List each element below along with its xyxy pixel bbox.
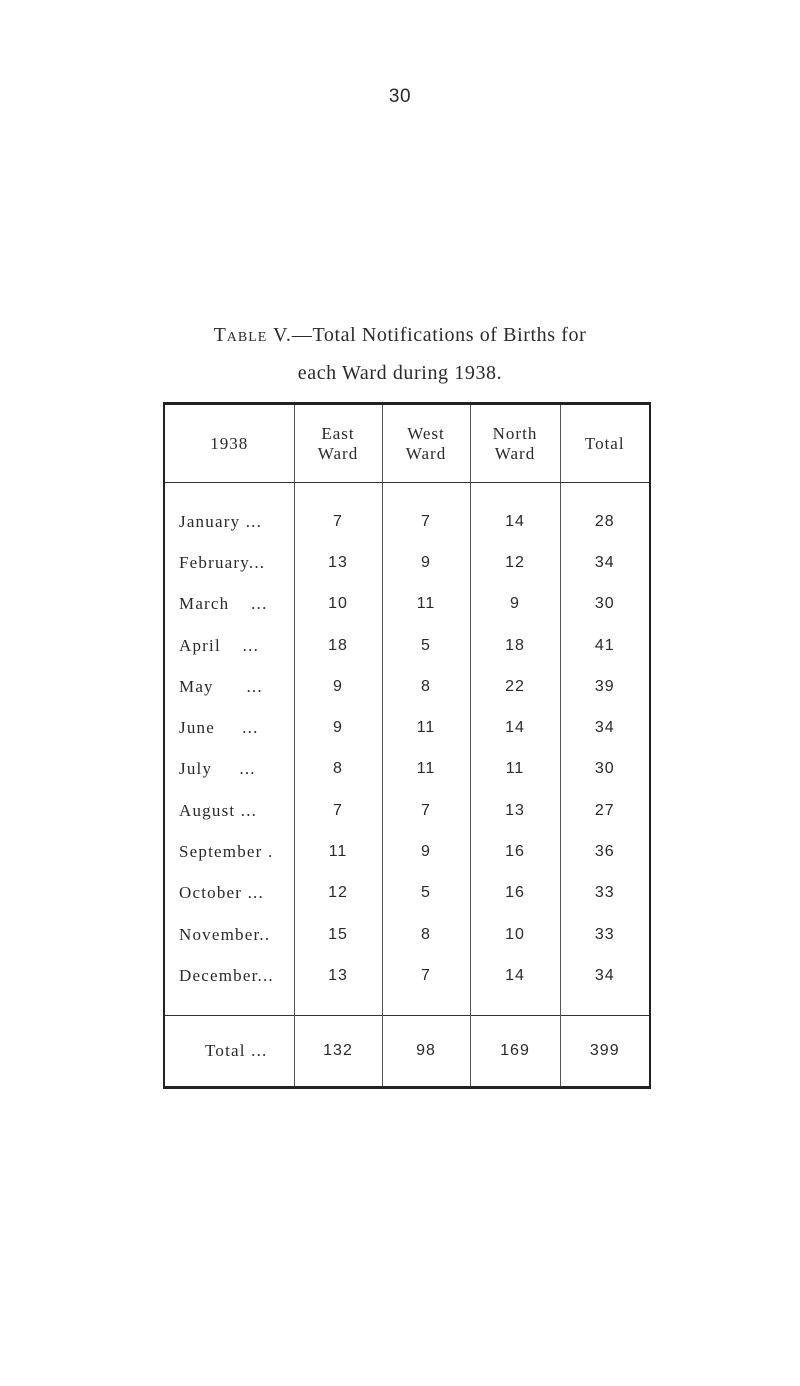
east-cell: 7 <box>294 483 382 543</box>
north-cell: 14 <box>470 707 560 748</box>
header-north-ward-label: North Ward <box>492 423 538 463</box>
table-row <box>164 707 650 748</box>
west-cell: 7 <box>382 955 470 1015</box>
east-cell: 18 <box>294 625 382 666</box>
west-cell: 9 <box>382 542 470 583</box>
month-cell: December... <box>179 965 274 985</box>
table-row <box>164 955 650 1015</box>
east-total: 132 <box>294 1015 382 1087</box>
north-cell: 18 <box>470 625 560 666</box>
totals-row <box>164 1015 650 1087</box>
month-cell: July ... <box>179 759 256 779</box>
west-cell: 8 <box>382 914 470 955</box>
east-cell: 8 <box>294 749 382 790</box>
north-cell: 13 <box>470 790 560 831</box>
total-cell: 39 <box>560 666 650 707</box>
month-cell: February... <box>179 552 266 572</box>
total-cell: 28 <box>560 483 650 543</box>
caption-line-2: each Ward during 1938. <box>297 362 503 384</box>
month-cell: June ... <box>179 718 259 738</box>
north-cell: 11 <box>470 749 560 790</box>
month-cell: January ... <box>179 511 263 531</box>
east-cell: 10 <box>294 584 382 625</box>
month-cell: August ... <box>179 800 258 820</box>
total-cell: 30 <box>560 749 650 790</box>
east-cell: 12 <box>294 873 382 914</box>
header-total: Total <box>560 404 650 483</box>
east-cell: 13 <box>294 955 382 1015</box>
total-cell: 27 <box>560 790 650 831</box>
west-cell: 11 <box>382 584 470 625</box>
table-row <box>164 749 650 790</box>
west-cell: 5 <box>382 625 470 666</box>
header-row <box>164 404 650 483</box>
table-caption <box>0 316 800 392</box>
north-cell: 9 <box>470 584 560 625</box>
grand-total: 399 <box>560 1015 650 1087</box>
table-row <box>164 873 650 914</box>
month-cell: May ... <box>179 676 263 696</box>
header-west-ward-label: West Ward <box>405 423 447 463</box>
table-row <box>164 584 650 625</box>
east-cell: 11 <box>294 831 382 872</box>
table-row <box>164 483 650 543</box>
north-cell: 14 <box>470 955 560 1015</box>
west-cell: 11 <box>382 749 470 790</box>
table-row <box>164 625 650 666</box>
total-cell: 41 <box>560 625 650 666</box>
total-cell: 33 <box>560 914 650 955</box>
east-cell: 15 <box>294 914 382 955</box>
table-row <box>164 666 650 707</box>
births-table <box>163 402 651 1089</box>
north-cell: 16 <box>470 831 560 872</box>
total-cell: 34 <box>560 542 650 583</box>
header-west-ward <box>382 404 470 483</box>
month-cell: April ... <box>179 635 260 655</box>
total-cell: 36 <box>560 831 650 872</box>
north-total: 169 <box>470 1015 560 1087</box>
month-cell: November.. <box>179 924 271 944</box>
north-cell: 14 <box>470 483 560 543</box>
total-cell: 33 <box>560 873 650 914</box>
caption-title: —Total Notifications of Births for <box>291 324 587 346</box>
west-total: 98 <box>382 1015 470 1087</box>
north-cell: 12 <box>470 542 560 583</box>
totals-label: Total ... <box>164 1015 294 1087</box>
month-cell: March ... <box>179 594 268 614</box>
table-label: Table V. <box>213 324 292 346</box>
west-cell: 7 <box>382 483 470 543</box>
header-east-ward-label: East Ward <box>317 423 359 463</box>
north-cell: 22 <box>470 666 560 707</box>
east-cell: 7 <box>294 790 382 831</box>
table-row <box>164 790 650 831</box>
east-cell: 13 <box>294 542 382 583</box>
west-cell: 11 <box>382 707 470 748</box>
page-number: 30 <box>388 86 412 107</box>
total-cell: 30 <box>560 584 650 625</box>
west-cell: 9 <box>382 831 470 872</box>
east-cell: 9 <box>294 666 382 707</box>
caption-line-1 <box>0 316 800 354</box>
west-cell: 7 <box>382 790 470 831</box>
total-cell: 34 <box>560 707 650 748</box>
table-row <box>164 542 650 583</box>
east-cell: 9 <box>294 707 382 748</box>
north-cell: 16 <box>470 873 560 914</box>
table-row <box>164 914 650 955</box>
table-row <box>164 831 650 872</box>
month-cell: October ... <box>179 883 264 903</box>
header-east-ward <box>294 404 382 483</box>
west-cell: 8 <box>382 666 470 707</box>
north-cell: 10 <box>470 914 560 955</box>
header-year: 1938 <box>164 404 294 483</box>
west-cell: 5 <box>382 873 470 914</box>
header-north-ward <box>470 404 560 483</box>
total-cell: 34 <box>560 955 650 1015</box>
month-cell: September . <box>179 842 274 862</box>
